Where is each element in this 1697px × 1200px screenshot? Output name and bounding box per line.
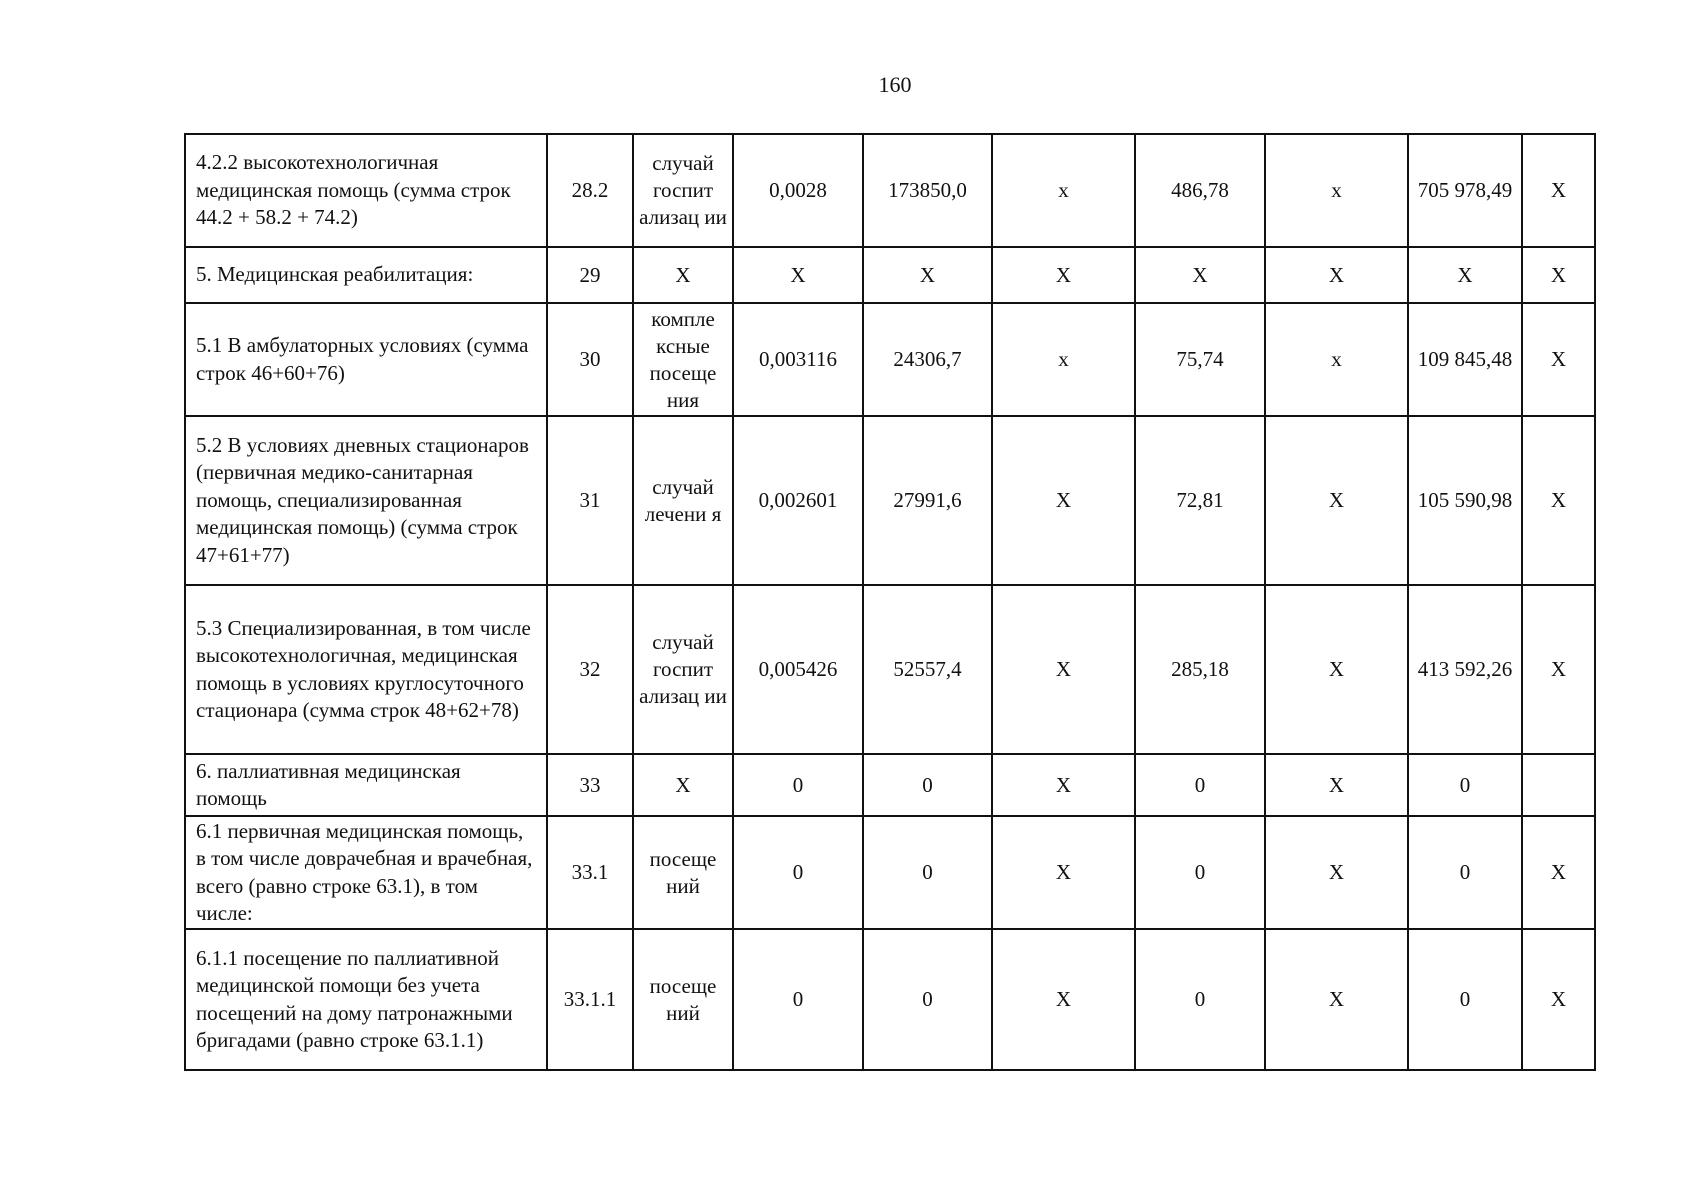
cell-col6: X [992,247,1135,303]
row-name: 6.1 первичная медицинская помощь, в том числе доврачебная и врачебная, всего (равно строке 63.1), в том числе: [185,816,547,929]
cell-col5: 52557,4 [863,585,992,754]
cell-col4: X [733,247,863,303]
row-line-number: 32 [547,585,633,754]
row-name: 6.1.1 посещение по паллиативной медицинской помощи без учета посещений на дому патронажными бригадами (равно строке 63.1.1) [185,929,547,1070]
cell-col7: 0 [1135,929,1265,1070]
cell-col10 [1522,754,1595,816]
cell-col5: 173850,0 [863,134,992,247]
row-unit: X [633,754,733,816]
row-unit: случай лечени я [633,416,733,585]
cell-col4: 0,005426 [733,585,863,754]
table-row [185,585,1595,754]
cell-col4: 0,0028 [733,134,863,247]
cell-col5: 24306,7 [863,303,992,416]
cell-col4: 0 [733,929,863,1070]
cell-col10: X [1522,303,1595,416]
cell-col7: 0 [1135,816,1265,929]
cell-col8: X [1265,754,1408,816]
cell-col10: X [1522,134,1595,247]
cell-col9: 0 [1408,929,1522,1070]
cell-col10: X [1522,585,1595,754]
row-line-number: 30 [547,303,633,416]
cell-col7: 72,81 [1135,416,1265,585]
row-line-number: 33.1 [547,816,633,929]
table-row [185,247,1595,303]
cell-col6: x [992,303,1135,416]
row-line-number: 33.1.1 [547,929,633,1070]
row-name: 4.2.2 высокотехнологичная медицинская помощь (сумма строк 44.2 + 58.2 + 74.2) [185,134,547,247]
cell-col6: x [992,134,1135,247]
row-line-number: 33 [547,754,633,816]
cell-col5: X [863,247,992,303]
cell-col5: 0 [863,754,992,816]
cell-col10: X [1522,416,1595,585]
row-unit: X [633,247,733,303]
row-unit: случай госпит ализац ии [633,134,733,247]
cell-col6: X [992,585,1135,754]
cell-col10: X [1522,247,1595,303]
cell-col5: 27991,6 [863,416,992,585]
data-table [184,133,1596,1071]
cell-col4: 0 [733,816,863,929]
row-line-number: 28.2 [547,134,633,247]
row-name: 6. паллиативная медицинская помощь [185,754,547,816]
cell-col10: X [1522,816,1595,929]
cell-col9: 0 [1408,754,1522,816]
table-row [185,303,1595,416]
row-unit: посеще ний [633,816,733,929]
cell-col8: x [1265,134,1408,247]
table-row [185,929,1595,1070]
cell-col6: X [992,754,1135,816]
cell-col9: X [1408,247,1522,303]
cell-col6: X [992,816,1135,929]
page-number: 160 [878,72,912,97]
cell-col9: 0 [1408,816,1522,929]
cell-col4: 0,002601 [733,416,863,585]
cell-col8: X [1265,416,1408,585]
cell-col9: 109 845,48 [1408,303,1522,416]
row-unit: случай госпит ализац ии [633,585,733,754]
cell-col9: 705 978,49 [1408,134,1522,247]
cell-col7: 285,18 [1135,585,1265,754]
cell-col6: X [992,416,1135,585]
cell-col8: x [1265,303,1408,416]
table-row [185,754,1595,816]
cell-col10: X [1522,929,1595,1070]
cell-col8: X [1265,247,1408,303]
cell-col5: 0 [863,929,992,1070]
cell-col8: X [1265,816,1408,929]
cell-col4: 0,003116 [733,303,863,416]
cell-col9: 413 592,26 [1408,585,1522,754]
table-row [185,134,1595,247]
row-line-number: 29 [547,247,633,303]
row-unit: посеще ний [633,929,733,1070]
table-row [185,816,1595,929]
cell-col9: 105 590,98 [1408,416,1522,585]
cell-col7: 486,78 [1135,134,1265,247]
table-body [185,134,1595,1070]
row-name: 5.3 Специализированная, в том числе высокотехнологичная, медицинская помощь в условиях круглосуточного стационара (сумма строк 48+62+78) [185,585,547,754]
cell-col5: 0 [863,816,992,929]
row-name: 5.1 В амбулаторных условиях (сумма строк 46+60+76) [185,303,547,416]
cell-col6: X [992,929,1135,1070]
cell-col7: 0 [1135,754,1265,816]
cell-col8: X [1265,585,1408,754]
cell-col4: 0 [733,754,863,816]
row-name: 5. Медицинская реабилитация: [185,247,547,303]
cell-col7: 75,74 [1135,303,1265,416]
table-row [185,416,1595,585]
row-name: 5.2 В условиях дневных стационаров (первичная медико-санитарная помощь, специализированная медицинская помощь) (сумма строк 47+61+77) [185,416,547,585]
cell-col8: X [1265,929,1408,1070]
cell-col7: X [1135,247,1265,303]
row-line-number: 31 [547,416,633,585]
row-unit: компле ксные посеще ния [633,303,733,416]
